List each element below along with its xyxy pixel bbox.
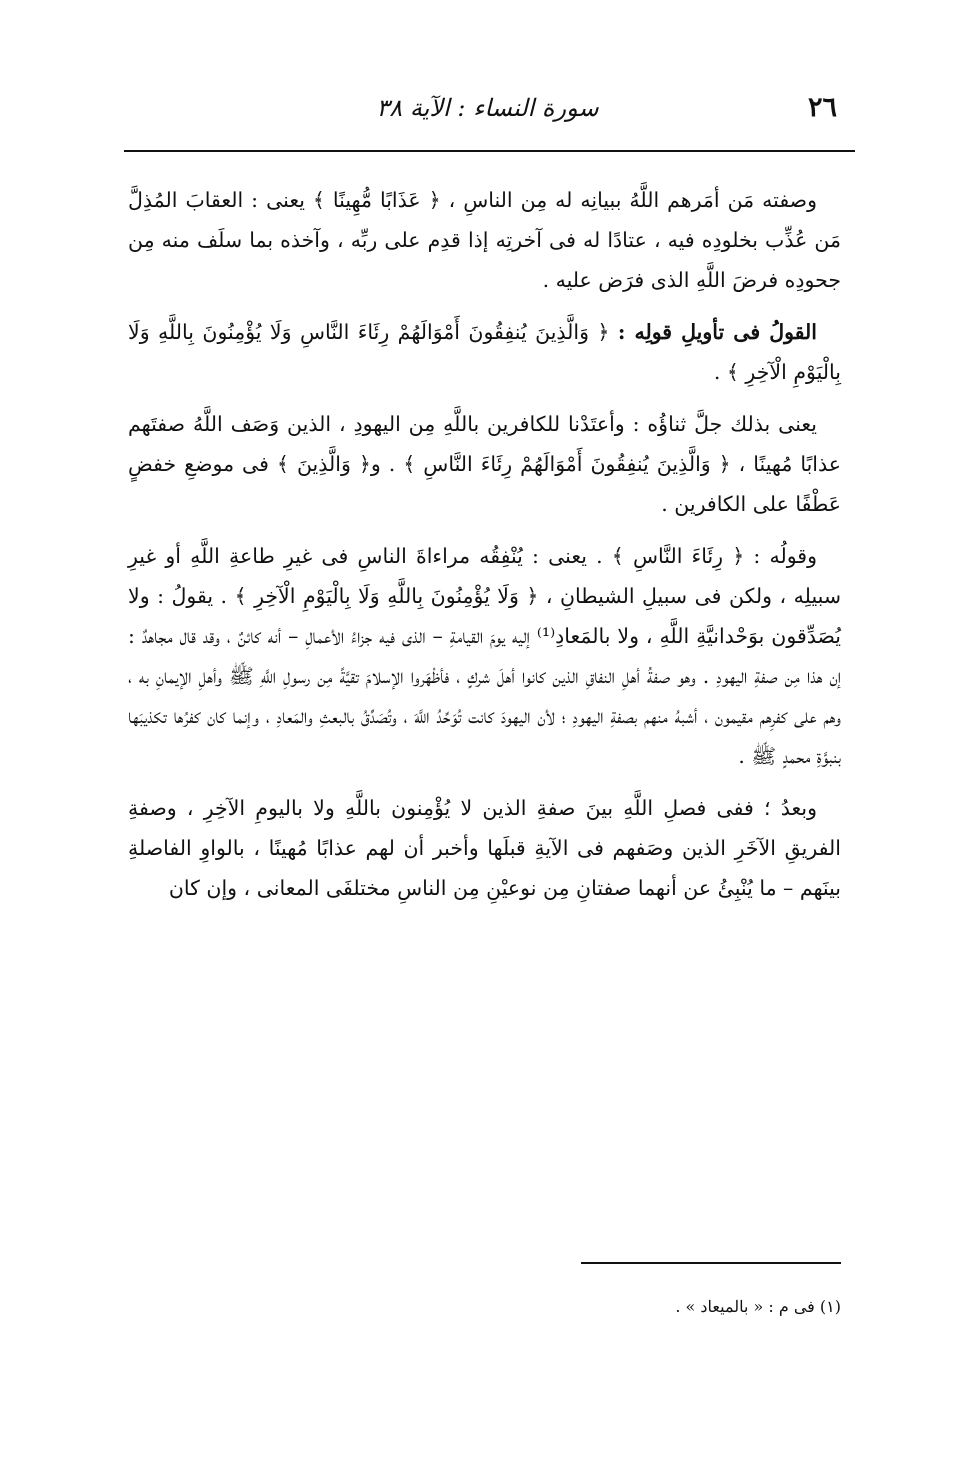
paragraph-text: ﴿ وَالَّذِينَ يُنفِقُونَ أَمْوَالَهُمْ رِئَاءَ النَّاسِ وَلَا يُؤْمِنُونَ بِاللَّهِ وَلَا بِالْيَوْمِ الْآخِرِ ﴾ . bbox=[128, 320, 841, 384]
paragraph-2 bbox=[128, 312, 841, 392]
paragraph-text: يعنى بذلك جلَّ ثناؤُه : وأعتَدْنا للكافرين باللَّهِ مِن اليهودِ ، الذين وَصَف اللَّهُ صفتَهم عذابًا مُهينًا ، ﴿ وَالَّذِينَ يُنفِقُونَ أَمْوَالَهُمْ رِئَاءَ النَّاسِ ﴾ . و﴿ وَالَّذِينَ ﴾ فى موضعِ خفضٍ عَطْفًا على الكافرين . bbox=[128, 412, 841, 516]
paragraph-text: وبعدُ ؛ ففى فصلِ اللَّهِ بينَ صفةِ الذين لا يُؤْمِنون باللَّهِ ولا باليومِ الآخِرِ ، وصفةِ الفريقِ الآخَرِ الذين وصَفهم فى الآيةِ قبلَها وأخبر أن لهم عذابًا مُهينًا ، بالواوِ الفاصلةِ بينَهم – ما يُنْبِئُ عن أنهما صفتانِ مِن نوعيْنِ مِن الناسِ مختلفَى المعانى ، وإن كان bbox=[128, 796, 841, 900]
header-divider bbox=[124, 150, 855, 152]
footnote-divider bbox=[581, 1262, 841, 1264]
paragraph-4 bbox=[128, 536, 841, 776]
header-title: سورة النساء : الآية ٣٨ bbox=[376, 94, 599, 122]
running-header bbox=[128, 88, 847, 132]
paragraph-text: وقولُه : ﴿ رِئَاءَ النَّاسِ ﴾ . يعنى : يُنْفِقُه مراءاةَ الناسِ فى غيرِ طاعةِ اللَّهِ أو غيرِ سبيلِه ، ولكن فى سبيلِ الشيطانِ ، ﴿ وَلَا يُؤْمِنُونَ بِاللَّهِ وَلَا بِالْيَوْمِ الْآخِرِ ﴾ . يقولُ : ولا يُصَدِّقون بوَحْدانيَّةِ اللَّهِ ، ولا بالمَعادِ⁽¹⁾ إليه يومَ القيامةِ – الذى فيه جزاءُ الأعمالِ – أنه كائنٌ ، وقد قال مجاهدٌ : إن هذا مِن صفةِ اليهودِ . وهو صفةُ أهلِ النفاقِ الذين كانوا أهلَ شركٍ ، فأظْهَروا الإسلامَ تقيَّةً مِن رسولِ اللَّهِ ﷺ وأهلِ الإيمانِ به ، وهم على كفرِهم مقيمون ، أشبهُ منهم بصفةِ اليهودِ ؛ لأن اليهودَ كانت تُوَحِّدُ اللَّهَ ، وتُصَدِّقُ بالبعثِ والمَعادِ ، وإنما كان كفرُها تكذيبَها بنبوَّةِ محمدٍ ﷺ . bbox=[128, 544, 841, 768]
paragraph-5 bbox=[128, 788, 841, 908]
paragraph-1 bbox=[128, 180, 841, 300]
paragraph-text: وصفته مَن أمَرهم اللَّهُ ببيانِه له مِن الناسِ ، ﴿ عَذَابًا مُّهِينًا ﴾ يعنى : العقابَ المُذِلَّ مَن عُذِّب بخلودِه فيه ، عتادًا له فى آخرتِه إذا قدِم على ربِّه ، وآخذه بما سلَف منه مِن جحودِه فرضَ اللَّهِ الذى فرَض عليه . bbox=[128, 188, 841, 292]
paragraph-lead: القولُ فى تأويلِ قولِه : bbox=[617, 320, 817, 344]
footnote: (١) فى م : « بالميعاد » . bbox=[675, 1297, 841, 1316]
page-number: ٢٦ bbox=[807, 92, 837, 123]
main-text bbox=[128, 180, 841, 920]
paragraph-3 bbox=[128, 404, 841, 524]
